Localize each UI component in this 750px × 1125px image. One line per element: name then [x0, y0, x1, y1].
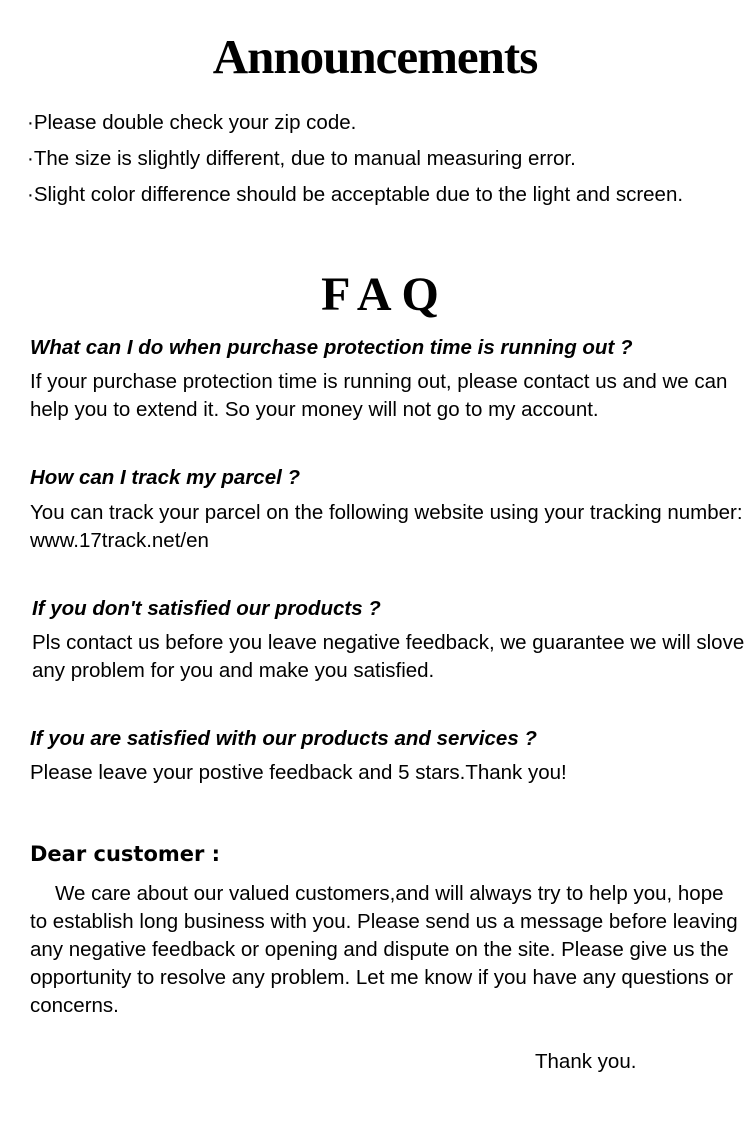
announcement-item: ·Slight color difference should be acceptable due to the light and screen.	[27, 183, 684, 206]
faq-question: If you are satisfied with our products and services ?	[30, 727, 537, 750]
salutation: Dear customer :	[30, 842, 221, 866]
faq-answer: You can track your parcel on the following website using your tracking number: www.17track.net/en	[30, 501, 743, 552]
faq-answer: Pls contact us before you leave negative feedback, we guarantee we will slove any problem for you and make you satisfied.	[32, 631, 745, 682]
faq-title: FAQ	[321, 268, 449, 321]
customer-message: We care about our valued customers,and will always try to help you, hope to establish long business with you. Please send us a message before leaving any negative feedback or opening and dispute on the site. Please give us the opportunity to resolve any problem. Let me know if you have any questions or concerns.	[30, 882, 738, 1017]
faq-question: If you don't satisfied our products ?	[32, 597, 381, 620]
faq-answer: If your purchase protection time is running out, please contact us and we can help you to extend it. So your money will not go to my account.	[30, 370, 728, 421]
faq-question: What can I do when purchase protection time is running out ?	[30, 336, 633, 359]
faq-question: How can I track my parcel ?	[30, 466, 301, 489]
announcement-item: ·The size is slightly different, due to manual measuring error.	[27, 147, 576, 170]
signoff: Thank you.	[535, 1050, 637, 1073]
announcement-item: ·Please double check your zip code.	[27, 111, 357, 134]
announcements-title: Announcements	[212, 29, 538, 84]
faq-answer: Please leave your postive feedback and 5 stars.Thank you!	[30, 761, 567, 784]
